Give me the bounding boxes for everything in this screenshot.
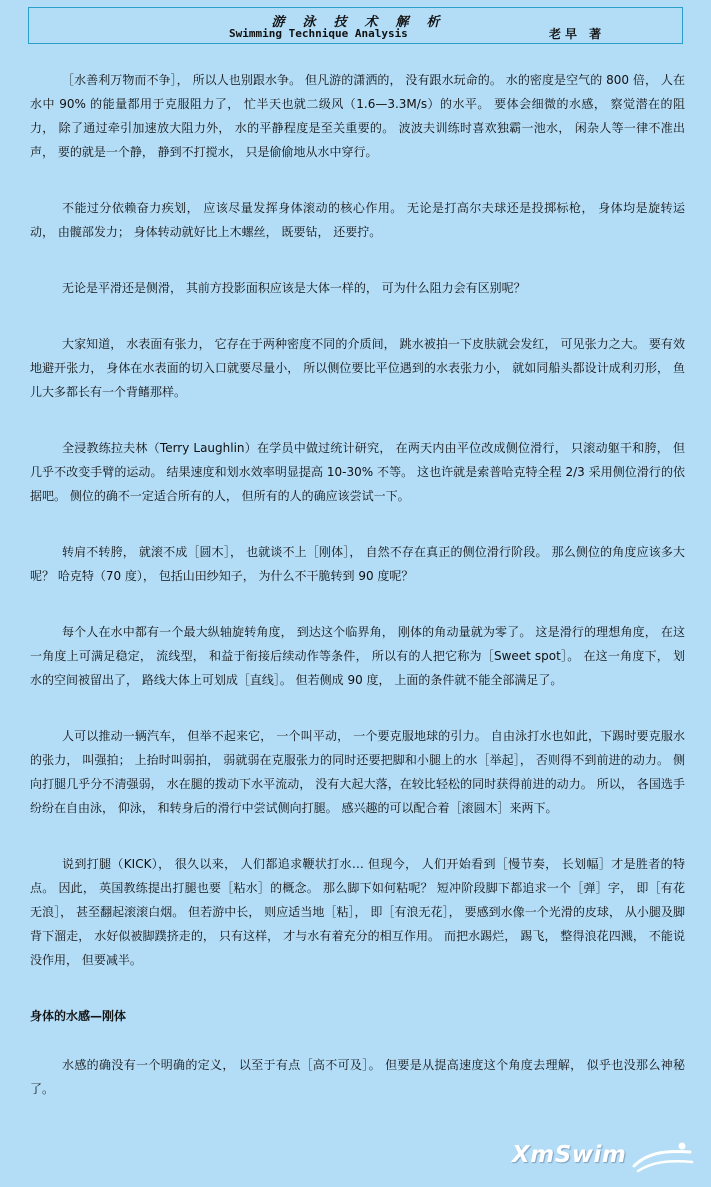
paragraph-8: 人可以推动一辆汽车， 但举不起来它， 一个叫平动， 一个要克服地球的引力。 自由泳打水也如此，下踢时要克服水的张力， 叫强拍； 上抬时叫弱拍， 弱就弱在克服张力的同时还要把脚和小腿上的水［举起］， 否则得不到前进的动力。 侧向打腿几乎分不清强弱， 水在腿的拨动下水平流动， 没有大起大落，在较比轻松的同时获得前进的动力。 所以， 各国选手纷纷在自由泳， 仰泳， 和转身后的滑行中尝试侧向打腿。 感兴趣的可以配合着［滚圆木］来两下。	[30, 729, 685, 815]
swimmer-wave-icon	[632, 1140, 694, 1174]
paragraph-4: 大家知道， 水表面有张力， 它存在于两种密度不同的介质间， 跳水被拍一下皮肤就会发红， 可见张力之大。 要有效地避开张力， 身体在水表面的切入口就要尽量小， 所以侧位要比平位遇到的水表张力小， 就如同船头都设计成利刃形， 鱼儿大多都长有一个背鳍那样。	[30, 337, 685, 399]
paragraph-9: 说到打腿（KICK）， 很久以来， 人们都追求鞭状打水… 但现今， 人们开始看到［慢节奏， 长划幅］才是胜者的特点。 因此， 英国教练提出打腿也要［粘水］的概念。 那么脚下如何粘呢？ 短冲阶段脚下都追求一个［弹］字， 即［有花无浪］， 甚至翻起滚滚白烟。 但若游中长， 则应适当地［粘］， 即［有浪无花］， 要感到水像一个光滑的皮球， 从小腿及脚背下溜走， 水好似被脚蹼挤走的， 只有这样， 才与水有着充分的相互作用。 而把水踢烂， 踢飞， 整得浪花四溅， 不能说没作用， 但要减半。	[30, 857, 685, 967]
paragraph-6: 转肩不转胯， 就滚不成［圆木］， 也就谈不上［刚体］， 自然不存在真正的侧位滑行阶段。 那么侧位的角度应该多大呢？ 哈克特（70 度）， 包括山田纱知子， 为什么不干脆转到 90 度呢？	[30, 545, 685, 583]
xmswim-logo	[512, 1138, 697, 1176]
paragraph-5: 全浸教练拉夫林（Terry Laughlin）在学员中做过统计研究， 在两天内由平位改成侧位滑行， 只滚动躯干和胯， 但几乎不改变手臂的运动。 结果速度和划水效率明显提高 10-30% 不等。 这也许就是索普哈克特全程 2/3 采用侧位滑行的依据吧。 侧位的确不一定适合所有的人， 但所有的人的确应该尝试一下。	[30, 441, 685, 503]
paragraph-1: ［水善利万物而不争］， 所以人也别跟水争。 但凡游的潇洒的， 没有跟水玩命的。 水的密度是空气的 800 倍， 人在水中 90% 的能量都用于克服阻力了， 忙半天也就二级风（1.6—3.3M/s）的水平。 要体会细微的水感， 察觉潜在的阻力， 除了通过牵引加速放大阻力外， 水的平静程度是至关重要的。 波波夫训练时喜欢独霸一池水， 闲杂人等一律不准出声， 要的就是一个静， 静到不打搅水， 只是偷偷地从水中穿行。	[30, 73, 685, 159]
paragraph-3: 无论是平滑还是侧滑， 其前方投影面积应该是大体一样的， 可为什么阻力会有区别呢？	[62, 281, 526, 295]
article-body	[30, 68, 685, 1133]
paragraph-final: 水感的确没有一个明确的定义， 以至于有点［高不可及］。 但要是从提高速度这个角度去理解， 似乎也没那么神秘了。	[30, 1058, 685, 1096]
title-chinese: 游泳技术解析	[271, 15, 458, 30]
logo-text: XmSwim	[512, 1142, 627, 1168]
title-english: Swimming Technique Analysis	[229, 27, 408, 40]
paragraph-2: 不能过分依赖奋力疾划， 应该尽量发挥身体滚动的核心作用。 无论是打高尔夫球还是投掷标枪， 身体均是旋转运动， 由髋部发力； 身体转动就好比上木螺丝， 既要钻， 还要拧。	[30, 201, 685, 239]
section-heading: 身体的水感—刚体	[30, 1009, 127, 1023]
article-header	[28, 7, 683, 44]
paragraph-7: 每个人在水中都有一个最大纵轴旋转角度， 到达这个临界角， 刚体的角动量就为零了。 这是滑行的理想角度， 在这一角度上可满足稳定， 流线型， 和益于衔接后续动作等条件， 所以有的人把它称为［Sweet spot］。 在这一角度下， 划水的空间被留出了， 路线大体上可划成［直线］。 但若侧成 90 度， 上面的条件就不能全部满足了。	[30, 625, 685, 687]
author-byline: 老早 著	[549, 27, 606, 41]
